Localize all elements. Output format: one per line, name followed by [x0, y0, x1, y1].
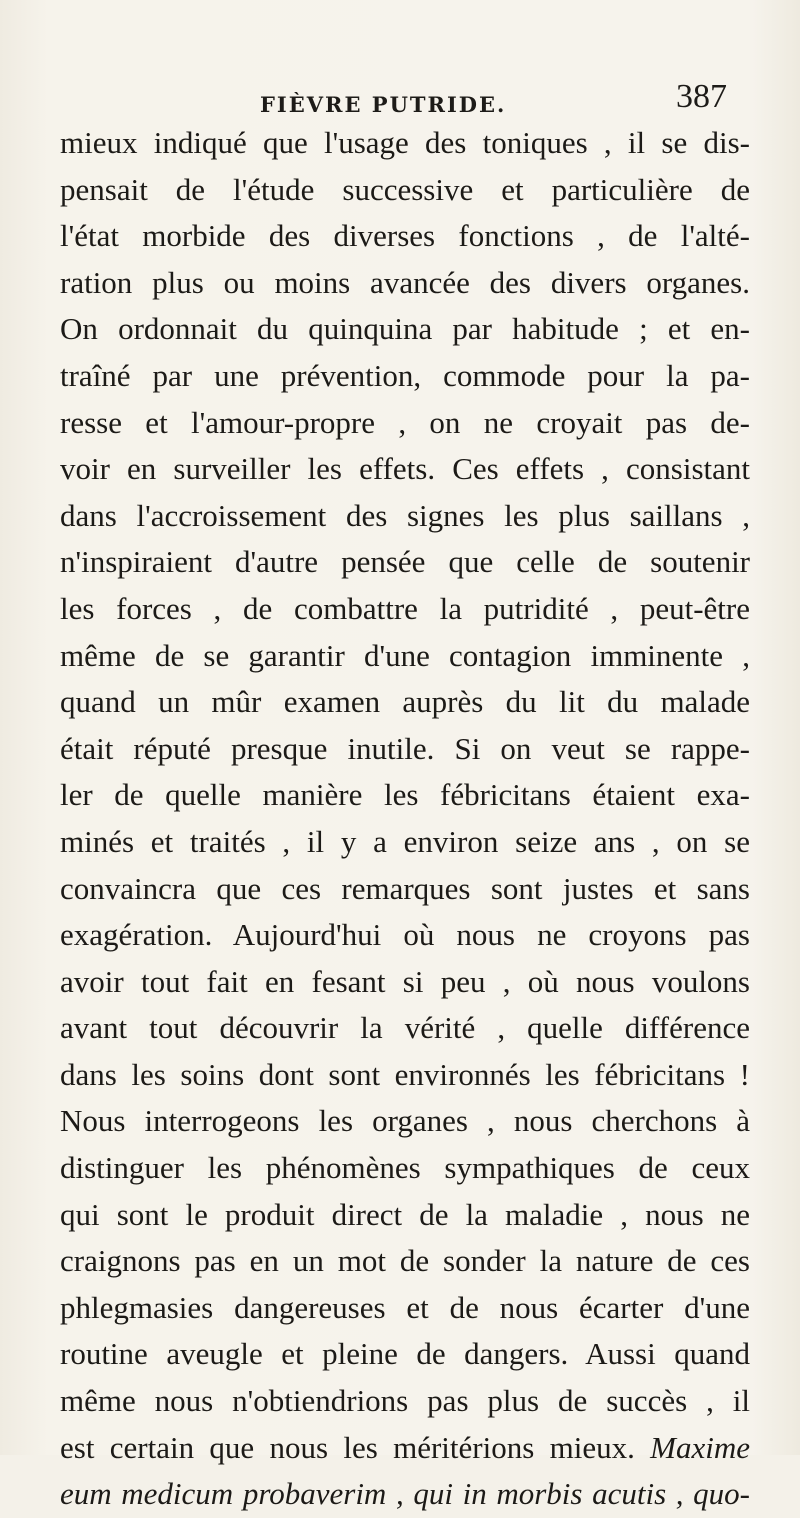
text-line: ler de quelle manière les fébricitans étaient exa- — [60, 777, 750, 813]
body-text — [60, 120, 750, 1518]
running-title: FIÈVRE PUTRIDE. — [260, 92, 507, 117]
text-line: traîné par une prévention, commode pour la pa- — [60, 357, 750, 393]
text-line: l'état morbide des diverses fonctions , de l'alté- — [60, 218, 750, 254]
text-line: dans l'accroissement des signes les plus saillans , — [60, 497, 750, 533]
text-line: resse et l'amour-propre , on ne croyait pas de- — [60, 404, 750, 440]
text-line: dans les soins dont sont environnés les fébricitans ! — [60, 1056, 750, 1092]
text-line: Nous interrogeons les organes , nous cherchons à — [60, 1103, 750, 1139]
text-line: routine aveugle et pleine de dangers. Aussi quand — [60, 1336, 750, 1372]
text-line: minés et traités , il y a environ seize ans , on se — [60, 823, 750, 859]
text-line: On ordonnait du quinquina par habitude ; et en- — [60, 311, 750, 347]
text-line: les forces , de combattre la putridité , peut-être — [60, 590, 750, 626]
text-line: avant tout découvrir la vérité , quelle différence — [60, 1010, 750, 1046]
latin-quotation: eum medicum probaverim , qui in morbis acutis , quo- — [60, 1476, 750, 1512]
text-line: distinguer les phénomènes sympathiques de ceux — [60, 1150, 750, 1186]
text-line: ration plus ou moins avancée des divers organes. — [60, 264, 750, 300]
text-line: exagération. Aujourd'hui où nous ne croyons pas — [60, 917, 750, 953]
text-line: même de se garantir d'une contagion imminente , — [60, 637, 750, 673]
text-line: mieux indiqué que l'usage des toniques , il se dis- — [60, 125, 750, 160]
text-line: phlegmasies dangereuses et de nous écarter d'une — [60, 1289, 750, 1325]
text-line-mixed — [60, 1425, 750, 1472]
text-line: même nous n'obtiendrions pas plus de succès , il — [60, 1383, 750, 1419]
page-number: 387 — [676, 78, 727, 115]
text-line: voir en surveiller les effets. Ces effets , consistant — [60, 451, 750, 487]
text-line: convaincra que ces remarques sont justes et sans — [60, 870, 750, 906]
text-line: craignons pas en un mot de sonder la nature de ces — [60, 1243, 750, 1279]
text-line: avoir tout fait en fesant si peu , où nous voulons — [60, 963, 750, 999]
text-line: quand un mûr examen auprès du lit du malade — [60, 684, 750, 720]
text-line: pensait de l'étude successive et particulière de — [60, 171, 750, 207]
text-line: n'inspiraient d'autre pensée que celle de soutenir — [60, 544, 750, 580]
text-line: qui sont le produit direct de la maladie , nous ne — [60, 1196, 750, 1232]
text-line: était réputé presque inutile. Si on veut se rappe- — [60, 730, 750, 766]
text-line-italic: Maxime — [650, 1429, 751, 1465]
text-line-italic-full — [60, 1471, 750, 1518]
text-line-roman: est certain que nous les méritérions mieux. — [60, 1429, 635, 1465]
